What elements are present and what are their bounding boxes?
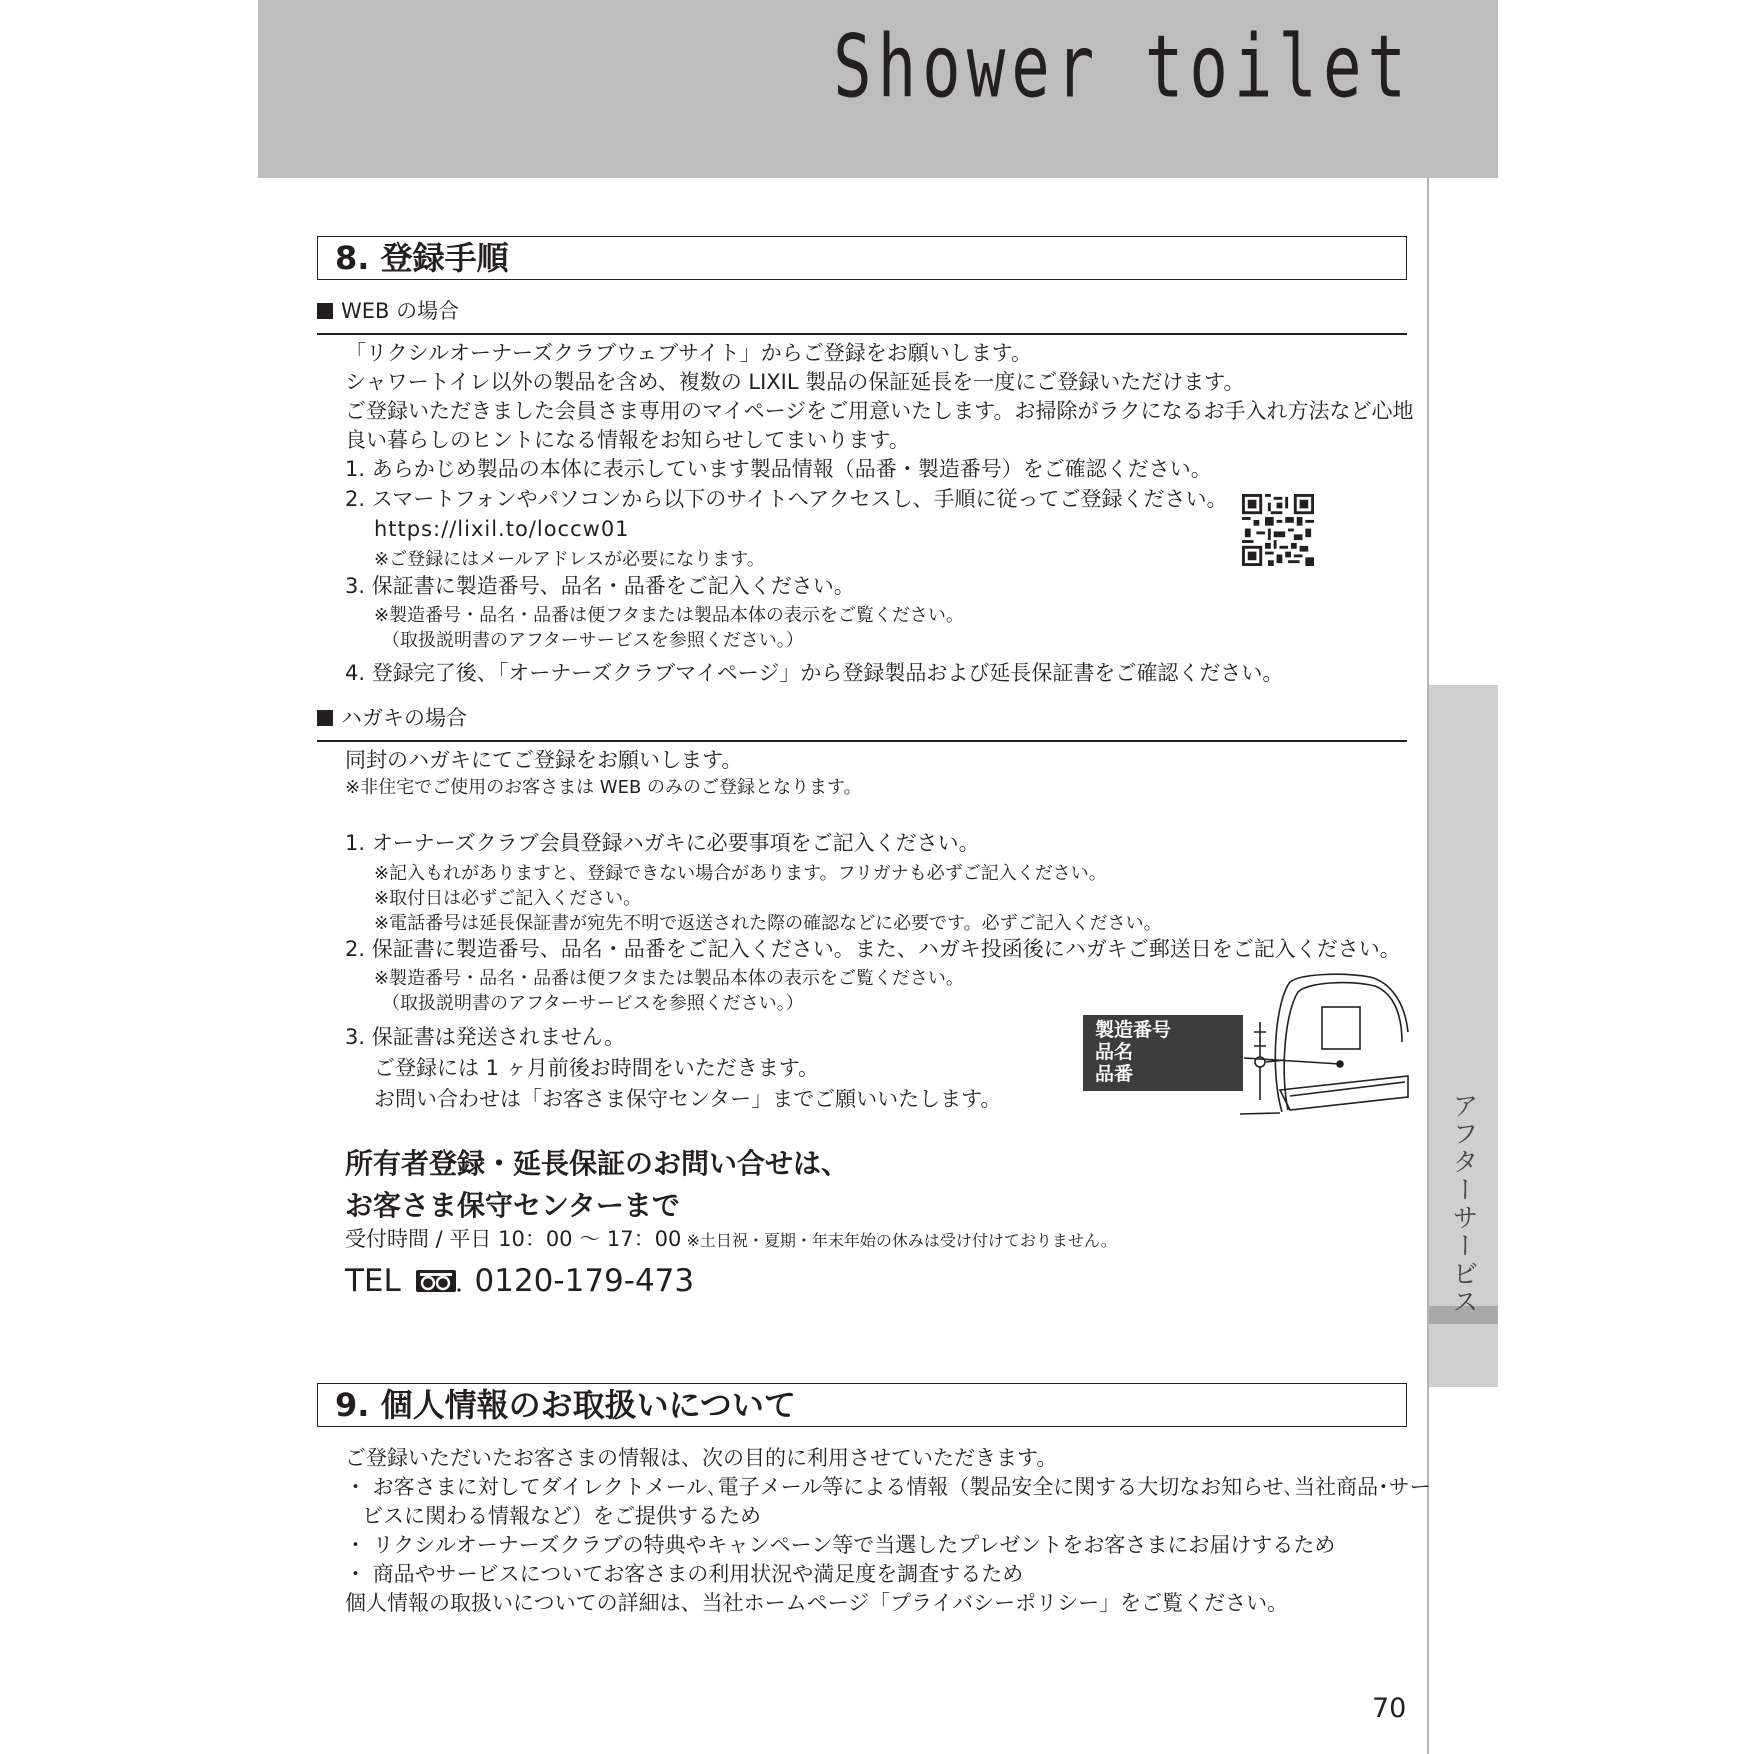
privacy-line-2: ・ お客さまに対してダイレクトメール､電子メール等による情報（製品安全に関する大切なお知らせ､当社商品･サー — [345, 1475, 1431, 1499]
postcard-heading — [317, 705, 467, 731]
qr-code-icon[interactable] — [1242, 494, 1314, 566]
section-9-title: 9. 個人情報のお取扱いについて — [317, 1383, 1407, 1427]
divider — [317, 333, 1407, 335]
postcard-step-3c: お問い合わせは「お客さま保守センター」までご願いいたします。 — [374, 1087, 1002, 1111]
square-bullet-icon — [317, 710, 333, 726]
hours-note: ※土日祝・夏期・年末年始の休みは受け付けておりません。 — [686, 1231, 1117, 1250]
privacy-line-4: ・ リクシルオーナーズクラブの特典やキャンペーン等で当選したプレゼントをお客さまにお届けするため — [345, 1533, 1336, 1557]
divider — [317, 740, 1407, 742]
brand-logo: Shower toilet — [833, 18, 1412, 118]
toilet-illustration — [1230, 972, 1410, 1117]
label-name: 品名 — [1095, 1041, 1134, 1063]
web-note-2: ※ご登録にはメールアドレスが必要になります。 — [374, 549, 765, 570]
section-8-title: 8. 登録手順 — [317, 236, 1407, 280]
page-number: 70 — [1372, 1693, 1407, 1724]
web-intro-2: シャワートイレ以外の製品を含め、複数の LIXIL 製品の保証延長を一度にご登録いただけます。 — [345, 370, 1245, 394]
privacy-line-5: ・ 商品やサービスについてお客さまの利用状況や満足度を調査するため — [345, 1562, 1024, 1586]
web-note-3a: ※製造番号・品名・品番は便フタまたは製品本体の表示をご覧ください。 — [374, 605, 964, 626]
postcard-note-1a: ※記入もれがありますと、登録できない場合があります。フリガナも必ずご記入ください。 — [374, 863, 1107, 884]
square-bullet-icon — [317, 303, 333, 319]
label-number: 品番 — [1095, 1063, 1134, 1085]
tel-prefix: TEL — [345, 1263, 401, 1299]
web-heading-text: WEB の場合 — [341, 299, 460, 323]
side-tab-label: アフターサービス — [1448, 1092, 1478, 1316]
postcard-note-2a: ※製造番号・品名・品番は便フタまたは製品本体の表示をご覧ください。 — [374, 968, 964, 989]
web-intro-3: ご登録いただきました会員さま専用のマイページをご用意いたします。お掃除がラクになるお手入れ方法など心地 — [345, 399, 1414, 423]
postcard-heading-text: ハガキの場合 — [341, 706, 467, 730]
web-intro-4: 良い暮らしのヒントになる情報をお知らせしてまいります。 — [345, 428, 910, 452]
postcard-step-3: 3. 保証書は発送されません。 — [345, 1025, 625, 1049]
web-step-3: 3. 保証書に製造番号、品名・品番をご記入ください。 — [345, 574, 855, 598]
hours-text: 受付時間 / 平日 10：00 〜 17：00 — [345, 1227, 682, 1251]
product-label-box — [1083, 1015, 1243, 1091]
contact-line-1: 所有者登録・延長保証のお問い合せは、 — [345, 1147, 850, 1180]
privacy-line-1: ご登録いただいたお客さまの情報は、次の目的に利用させていただきます。 — [345, 1446, 1058, 1470]
tel-line — [345, 1262, 694, 1300]
contact-line-2: お客さま保守センターまで — [345, 1189, 680, 1222]
web-url[interactable]: https://lixil.to/loccw01 — [374, 517, 630, 541]
contact-hours — [345, 1226, 1117, 1252]
web-heading — [317, 298, 459, 324]
page-header — [258, 0, 1498, 178]
freedial-icon — [415, 1269, 461, 1293]
web-intro-1: 「リクシルオーナーズクラブウェブサイト」からご登録をお願いします。 — [345, 341, 1033, 365]
postcard-note-2b: （取扱説明書のアフターサービスを参照ください。） — [382, 993, 804, 1014]
postcard-intro-note: ※非住宅でご使用のお客さまは WEB のみのご登録となります。 — [345, 777, 862, 798]
postcard-note-1c: ※電話番号は延長保証書が宛先不明で返送された際の確認などに必要です。必ずご記入ください。 — [374, 913, 1162, 934]
web-step-4: 4. 登録完了後、「オーナーズクラブマイページ」から登録製品および延長保証書をご確認ください。 — [345, 661, 1284, 685]
label-serial: 製造番号 — [1095, 1019, 1172, 1041]
privacy-line-6: 個人情報の取扱いについての詳細は、当社ホームページ「プライバシーポリシー」をご覧ください。 — [345, 1591, 1289, 1615]
postcard-step-3b: ご登録には 1 ヶ月前後お時間をいただきます。 — [374, 1056, 820, 1080]
postcard-step-1: 1. オーナーズクラブ会員登録ハガキに必要事項をご記入ください。 — [345, 831, 980, 855]
postcard-note-1b: ※取付日は必ずご記入ください。 — [374, 888, 642, 909]
web-note-3b: （取扱説明書のアフターサービスを参照ください。） — [382, 630, 804, 651]
postcard-intro: 同封のハガキにてご登録をお願いします。 — [345, 748, 743, 772]
web-step-2: 2. スマートフォンやパソコンから以下のサイトへアクセスし、手順に従ってご登録ください。 — [345, 487, 1228, 511]
web-step-1: 1. あらかじめ製品の本体に表示しています製品情報（品番・製造番号）をご確認ください。 — [345, 457, 1212, 481]
postcard-step-2: 2. 保証書に製造番号、品名・品番をご記入ください。また、ハガキ投函後にハガキご郵送日をご記入ください。 — [345, 937, 1401, 961]
tel-number[interactable]: 0120-179-473 — [474, 1263, 695, 1299]
privacy-line-3: ビスに関わる情報など）をご提供するため — [362, 1504, 761, 1528]
